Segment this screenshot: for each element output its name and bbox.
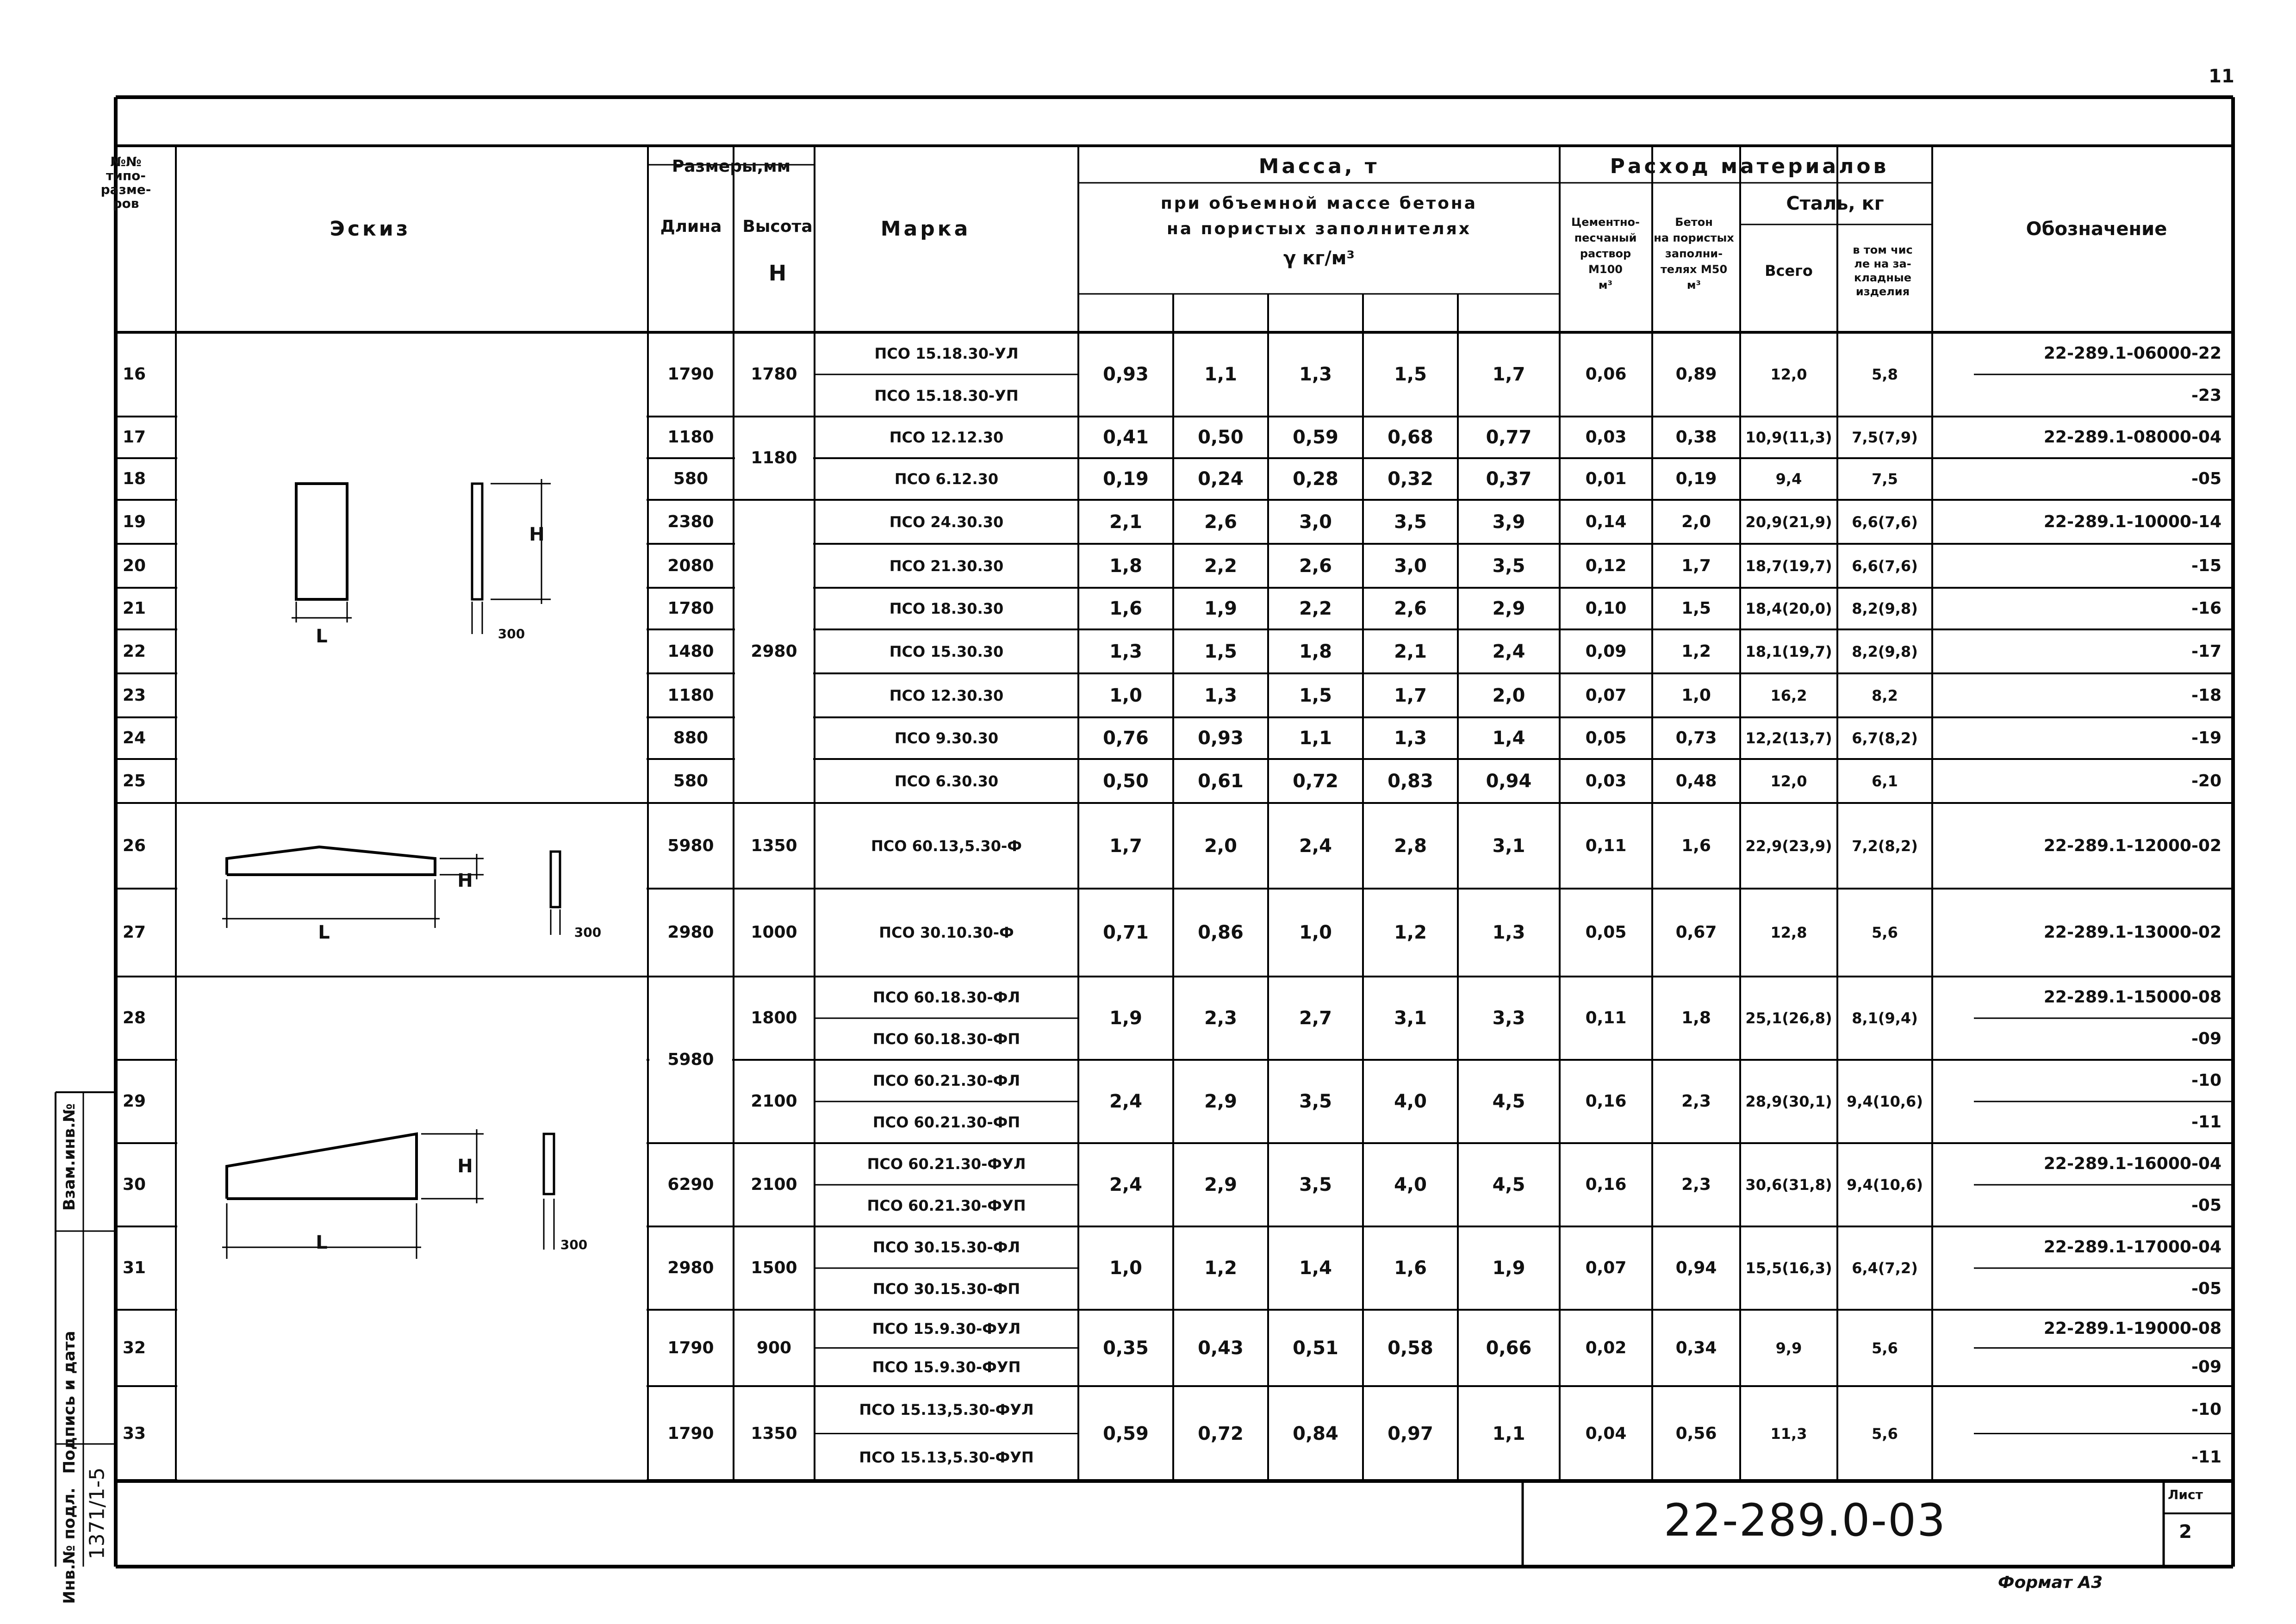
- row-concrete: 0,73: [1675, 728, 1717, 747]
- dim-height: 2100: [751, 1175, 797, 1194]
- dim-length: 1790: [667, 1424, 714, 1443]
- row-mark: ПСО 15.13,5.30-ФУП: [859, 1448, 1034, 1466]
- stamp-replace-label: Взам.инв.№: [60, 1103, 79, 1211]
- header-mark: Марка: [880, 217, 971, 241]
- row-mass: 0,50: [1198, 427, 1244, 448]
- row-mass: 2,7: [1299, 1008, 1332, 1029]
- row-mass: 2,8: [1394, 835, 1427, 857]
- row-mass: 1,2: [1394, 922, 1427, 943]
- row-cement: 0,16: [1585, 1175, 1627, 1194]
- row-mass: 2,4: [1492, 641, 1525, 662]
- merge-mask: [177, 804, 647, 975]
- row-mass: 0,72: [1293, 770, 1338, 792]
- row-mark: ПСО 60.21.30-ФП: [872, 1114, 1020, 1131]
- header-cement: Цементно- песчаный раствор М100 м³: [1571, 216, 1640, 292]
- row-mass: 2,2: [1204, 555, 1237, 577]
- row-mass: 4,0: [1394, 1174, 1427, 1195]
- row-cement: 0,01: [1585, 469, 1627, 488]
- row-mass: 3,1: [1394, 1008, 1427, 1029]
- dim-height: 1350: [751, 836, 797, 855]
- row-designation: 22-289.1-06000-22: [2043, 343, 2221, 363]
- row-steel-incl: 8,2: [1872, 686, 1898, 704]
- row-steel-incl: 6,7(8,2): [1852, 729, 1918, 747]
- row-mass: 1,9: [1492, 1257, 1525, 1279]
- sketch2-l-label: L: [318, 922, 330, 943]
- sheet-label: Лист: [2168, 1487, 2203, 1502]
- row-mass: 2,0: [1492, 684, 1525, 706]
- stamp-sign-label: Подпись и дата: [60, 1331, 79, 1474]
- row-mark: ПСО 15.18.30-УЛ: [874, 344, 1019, 362]
- dim-length: 2980: [667, 1258, 714, 1277]
- row-steel: 18,1(19,7): [1745, 642, 1832, 660]
- row-mass: 1,1: [1299, 728, 1332, 749]
- row-steel: 16,2: [1770, 686, 1807, 704]
- sketch3-thickness-label: 300: [560, 1237, 588, 1252]
- row-number: 21: [122, 599, 146, 618]
- row-steel-incl: 6,4(7,2): [1852, 1259, 1918, 1277]
- row-mass: 1,3: [1109, 641, 1142, 662]
- sketch2-h-label: H: [457, 870, 473, 891]
- row-mass: 1,7: [1492, 364, 1525, 385]
- row-mass: 3,9: [1492, 511, 1525, 533]
- row-mass: 3,5: [1299, 1091, 1332, 1112]
- row-designation: -10: [2191, 1071, 2221, 1090]
- row-steel-incl: 5,6: [1872, 924, 1898, 941]
- dim-length: 1180: [667, 685, 714, 705]
- row-mass: 0,84: [1293, 1423, 1338, 1444]
- row-mass: 1,4: [1492, 728, 1525, 749]
- header-concrete: Бетон на пористых заполни- телях М50 м³: [1654, 216, 1734, 292]
- row-mass: 0,76: [1103, 728, 1149, 749]
- row-mass: 2,4: [1109, 1174, 1142, 1195]
- row-steel: 28,9(30,1): [1745, 1093, 1832, 1110]
- row-mass: 2,0: [1204, 835, 1237, 857]
- row-steel: 12,0: [1770, 366, 1807, 383]
- dim-length: 580: [673, 469, 709, 488]
- row-mark: ПСО 18.30.30: [889, 600, 1004, 617]
- row-number: 30: [122, 1175, 146, 1194]
- sketch1-thickness-label: 300: [498, 626, 525, 641]
- dim-height: 1180: [751, 448, 797, 467]
- row-steel: 11,3: [1770, 1425, 1807, 1443]
- row-mass: 0,58: [1388, 1337, 1433, 1359]
- row-steel: 9,4: [1775, 470, 1802, 488]
- row-steel: 18,4(20,0): [1745, 600, 1832, 617]
- sketch2-thickness-label: 300: [574, 925, 602, 940]
- row-mass: 1,0: [1109, 684, 1142, 706]
- row-mass: 1,4: [1299, 1257, 1332, 1279]
- dim-length: 880: [673, 728, 709, 747]
- row-concrete: 2,3: [1681, 1175, 1711, 1194]
- row-mass: 1,7: [1394, 684, 1427, 706]
- row-cement: 0,02: [1585, 1338, 1627, 1357]
- row-mass: 1,3: [1299, 364, 1332, 385]
- row-steel-incl: 8,2(9,8): [1852, 600, 1918, 617]
- row-steel-incl: 7,5(7,9): [1852, 429, 1918, 446]
- row-concrete: 0,56: [1675, 1424, 1717, 1443]
- row-designation: -23: [2191, 386, 2221, 405]
- row-mass: 0,32: [1388, 468, 1433, 490]
- row-mass: 3,5: [1394, 511, 1427, 533]
- row-mass: 0,97: [1388, 1423, 1433, 1444]
- row-mark: ПСО 12.30.30: [889, 686, 1004, 704]
- row-number: 28: [122, 1008, 146, 1027]
- row-mark: ПСО 15.9.30-ФУП: [872, 1358, 1021, 1376]
- row-designation: -20: [2191, 771, 2221, 790]
- row-concrete: 0,67: [1675, 923, 1717, 942]
- row-steel: 12,2(13,7): [1745, 729, 1832, 747]
- row-concrete: 1,2: [1681, 641, 1711, 661]
- row-designation: 22-289.1-15000-08: [2043, 988, 2221, 1007]
- row-number: 17: [122, 428, 146, 447]
- row-mass: 0,28: [1293, 468, 1338, 490]
- row-number: 18: [122, 469, 146, 488]
- row-mass: 0,35: [1103, 1337, 1149, 1359]
- row-designation: -18: [2191, 685, 2221, 705]
- row-concrete: 1,7: [1681, 556, 1711, 575]
- row-cement: 0,06: [1585, 365, 1627, 384]
- row-mass: 0,71: [1103, 922, 1149, 943]
- row-designation: -09: [2191, 1357, 2221, 1376]
- row-number: 24: [122, 728, 146, 747]
- row-designation: 22-289.1-13000-02: [2043, 923, 2221, 942]
- header-num: №№ типо- разме- ров: [100, 154, 151, 211]
- sheet-number: 2: [2179, 1521, 2192, 1543]
- header-consumption: Расход материалов: [1610, 155, 1889, 178]
- dim-length: 1180: [667, 428, 714, 447]
- row-mass: 3,0: [1394, 555, 1427, 577]
- row-mass: 4,5: [1492, 1091, 1525, 1112]
- row-mass: 0,59: [1293, 427, 1338, 448]
- header-mass-units: γ кг/м³: [1283, 248, 1355, 269]
- row-mass: 2,2: [1299, 598, 1332, 619]
- row-cement: 0,04: [1585, 1424, 1627, 1443]
- row-mass: 2,1: [1394, 641, 1427, 662]
- document-number: 22-289.0-03: [1663, 1494, 1947, 1546]
- row-steel-incl: 5,8: [1872, 366, 1898, 383]
- row-number: 20: [122, 556, 146, 575]
- row-steel-incl: 9,4(10,6): [1847, 1176, 1923, 1194]
- row-mark: ПСО 15.30.30: [889, 642, 1004, 660]
- row-designation: 22-289.1-17000-04: [2043, 1238, 2221, 1257]
- row-cement: 0,03: [1585, 771, 1627, 790]
- row-mass: 0,66: [1486, 1337, 1532, 1359]
- sketch1-h-label: H: [529, 524, 545, 545]
- row-mass: 0,93: [1198, 728, 1244, 749]
- row-steel: 12,8: [1770, 924, 1807, 941]
- row-number: 26: [122, 836, 146, 855]
- row-mass: 1,5: [1394, 364, 1427, 385]
- row-mass: 1,6: [1109, 598, 1142, 619]
- row-mass: 1,2: [1204, 1257, 1237, 1279]
- row-mass: 3,5: [1299, 1174, 1332, 1195]
- stamp-inv-label: Инв.№ подл.: [60, 1487, 79, 1604]
- row-mark: ПСО 24.30.30: [889, 513, 1004, 531]
- row-mark: ПСО 15.9.30-ФУЛ: [872, 1320, 1021, 1338]
- row-mass: 2,4: [1299, 835, 1332, 857]
- row-steel: 22,9(23,9): [1745, 837, 1832, 855]
- sketch3-h-label: H: [457, 1156, 473, 1177]
- row-designation: -09: [2191, 1029, 2221, 1048]
- row-steel: 25,1(26,8): [1745, 1009, 1832, 1027]
- row-steel-incl: 6,6(7,6): [1852, 557, 1918, 575]
- dim-height: 1780: [751, 365, 797, 384]
- row-concrete: 0,48: [1675, 771, 1717, 790]
- row-mass: 0,77: [1486, 427, 1532, 448]
- merge-mask: [177, 334, 647, 802]
- page-number: 11: [2209, 66, 2234, 87]
- format-label: Формат А3: [1997, 1573, 2103, 1592]
- dim-length: 1480: [667, 641, 714, 661]
- row-number: 29: [122, 1092, 146, 1111]
- row-cement: 0,11: [1585, 836, 1627, 855]
- dim-height: 1500: [751, 1258, 797, 1277]
- row-mass: 0,94: [1486, 770, 1532, 792]
- row-steel: 12,0: [1770, 772, 1807, 790]
- row-designation: -11: [2191, 1113, 2221, 1132]
- row-steel-incl: 7,2(8,2): [1852, 837, 1918, 855]
- dim-length: 2080: [667, 556, 714, 575]
- row-cement: 0,14: [1585, 512, 1627, 531]
- row-concrete: 0,34: [1675, 1338, 1717, 1357]
- row-steel: 9,9: [1775, 1339, 1802, 1357]
- dim-height: 1000: [751, 923, 797, 942]
- row-number: 16: [122, 365, 146, 384]
- row-mass: 1,8: [1109, 555, 1142, 577]
- dim-length: 1790: [667, 1338, 714, 1357]
- row-concrete: 0,19: [1675, 469, 1717, 488]
- row-concrete: 1,0: [1681, 685, 1711, 705]
- row-steel-incl: 5,6: [1872, 1339, 1898, 1357]
- row-mass: 3,5: [1492, 555, 1525, 577]
- row-designation: -05: [2191, 1279, 2221, 1298]
- dim-length: 1780: [667, 599, 714, 618]
- header-steel-incl: в том чис ле на за- кладные изделия: [1853, 243, 1913, 298]
- dim-length: 2380: [667, 512, 714, 531]
- row-designation: 22-289.1-10000-14: [2043, 512, 2221, 531]
- header-sketch: Эскиз: [330, 217, 411, 241]
- row-steel: 15,5(16,3): [1745, 1259, 1832, 1277]
- row-number: 27: [122, 923, 146, 942]
- row-steel: 30,6(31,8): [1745, 1176, 1832, 1194]
- row-steel-incl: 7,5: [1872, 470, 1898, 488]
- header-steel: Сталь, кг: [1786, 193, 1884, 214]
- dim-length: 580: [673, 771, 709, 790]
- header-designation: Обозначение: [2026, 218, 2167, 240]
- row-mark: ПСО 60.21.30-ФУП: [867, 1197, 1026, 1214]
- row-concrete: 0,38: [1675, 428, 1717, 447]
- row-number: 31: [122, 1258, 146, 1277]
- row-mass: 2,6: [1204, 511, 1237, 533]
- row-mass: 0,68: [1388, 427, 1433, 448]
- row-designation: 22-289.1-19000-08: [2043, 1319, 2221, 1338]
- header-mass-sub2: на пористых заполнителях: [1166, 219, 1472, 238]
- row-number: 33: [122, 1424, 146, 1443]
- header-mass-sub1: при объемной массе бетона: [1160, 194, 1478, 213]
- row-mark: ПСО 30.15.30-ФЛ: [872, 1238, 1020, 1256]
- header-steel-all: Всего: [1765, 262, 1813, 280]
- header-length: Длина: [660, 217, 722, 236]
- dim-length: 5980: [667, 1050, 714, 1069]
- row-concrete: 0,94: [1675, 1258, 1717, 1277]
- row-mass: 0,59: [1103, 1423, 1149, 1444]
- row-concrete: 1,8: [1681, 1008, 1711, 1027]
- row-mass: 3,1: [1492, 835, 1525, 857]
- dim-height: 2980: [751, 641, 797, 661]
- row-number: 25: [122, 771, 146, 790]
- row-mass: 4,0: [1394, 1091, 1427, 1112]
- row-steel-incl: 8,1(9,4): [1852, 1009, 1918, 1027]
- row-designation: -19: [2191, 728, 2221, 747]
- row-steel-incl: 9,4(10,6): [1847, 1093, 1923, 1110]
- dim-length: 2980: [667, 923, 714, 942]
- row-steel: 10,9(11,3): [1745, 429, 1832, 446]
- row-mass: 0,50: [1103, 770, 1149, 792]
- row-mass: 0,19: [1103, 468, 1149, 490]
- row-mass: 2,4: [1109, 1091, 1142, 1112]
- row-mark: ПСО 60.13,5.30-Ф: [871, 837, 1022, 855]
- row-designation: 22-289.1-16000-04: [2043, 1154, 2221, 1173]
- row-mass: 2,9: [1204, 1091, 1237, 1112]
- row-mass: 1,0: [1109, 1257, 1142, 1279]
- merge-mask: [177, 978, 647, 1480]
- row-mass: 3,0: [1299, 511, 1332, 533]
- row-cement: 0,03: [1585, 428, 1627, 447]
- dim-height: 1800: [751, 1008, 797, 1027]
- row-mark: ПСО 15.18.30-УП: [874, 386, 1019, 404]
- row-mass: 1,9: [1109, 1008, 1142, 1029]
- dim-length: 5980: [667, 836, 714, 855]
- row-steel-incl: 5,6: [1872, 1425, 1898, 1443]
- row-mass: 1,6: [1394, 1257, 1427, 1279]
- row-mass: 1,8: [1299, 641, 1332, 662]
- row-mass: 1,0: [1299, 922, 1332, 943]
- row-mark: ПСО 9.30.30: [894, 729, 999, 747]
- row-mass: 0,43: [1198, 1337, 1244, 1359]
- row-mass: 2,6: [1299, 555, 1332, 577]
- row-designation: -11: [2191, 1447, 2221, 1467]
- dim-height: 2100: [751, 1092, 797, 1111]
- row-mark: ПСО 6.12.30: [894, 470, 999, 488]
- row-number: 32: [122, 1338, 146, 1357]
- row-mass: 2,6: [1394, 598, 1427, 619]
- row-concrete: 2,3: [1681, 1092, 1711, 1111]
- row-mass: 0,51: [1293, 1337, 1338, 1359]
- row-mass: 2,9: [1204, 1174, 1237, 1195]
- row-steel-incl: 8,2(9,8): [1852, 642, 1918, 660]
- row-mass: 1,3: [1394, 728, 1427, 749]
- row-mark: ПСО 60.18.30-ФП: [872, 1030, 1020, 1048]
- row-designation: -16: [2191, 599, 2221, 618]
- row-designation: -17: [2191, 641, 2221, 661]
- row-mass: 4,5: [1492, 1174, 1525, 1195]
- row-mark: ПСО 15.13,5.30-ФУЛ: [859, 1401, 1034, 1419]
- row-mass: 1,5: [1204, 641, 1237, 662]
- row-cement: 0,05: [1585, 923, 1627, 942]
- row-mass: 1,3: [1492, 922, 1525, 943]
- row-mass: 1,5: [1299, 684, 1332, 706]
- row-mass: 0,83: [1388, 770, 1433, 792]
- row-mark: ПСО 12.12.30: [889, 429, 1004, 446]
- row-mass: 3,3: [1492, 1008, 1525, 1029]
- row-designation: 22-289.1-12000-02: [2043, 836, 2221, 855]
- row-designation: -05: [2191, 469, 2221, 488]
- header-mass: Масса, т: [1258, 155, 1380, 178]
- row-steel: 20,9(21,9): [1745, 513, 1832, 531]
- row-concrete: 1,5: [1681, 599, 1711, 618]
- row-mass: 0,72: [1198, 1423, 1244, 1444]
- row-mass: 0,86: [1198, 922, 1244, 943]
- row-designation: -10: [2191, 1400, 2221, 1419]
- row-mass: 0,24: [1198, 468, 1244, 490]
- dim-length: 1790: [667, 365, 714, 384]
- row-cement: 0,10: [1585, 599, 1627, 618]
- dim-height: 1350: [751, 1424, 797, 1443]
- dim-length: 6290: [667, 1175, 714, 1194]
- row-mass: 0,93: [1103, 364, 1149, 385]
- row-steel-incl: 6,1: [1872, 772, 1898, 790]
- row-mark: ПСО 60.18.30-ФЛ: [872, 989, 1020, 1006]
- row-cement: 0,09: [1585, 641, 1627, 661]
- row-designation: 22-289.1-08000-04: [2043, 428, 2221, 447]
- row-cement: 0,07: [1585, 1258, 1627, 1277]
- row-mark: ПСО 30.15.30-ФП: [872, 1280, 1020, 1298]
- row-mark: ПСО 21.30.30: [889, 557, 1004, 575]
- row-cement: 0,16: [1585, 1092, 1627, 1111]
- row-mark: ПСО 30.10.30-Ф: [879, 924, 1014, 941]
- row-mass: 2,3: [1204, 1008, 1237, 1029]
- row-concrete: 1,6: [1681, 836, 1711, 855]
- row-number: 19: [122, 512, 146, 531]
- row-mass: 1,9: [1204, 598, 1237, 619]
- row-mass: 2,9: [1492, 598, 1525, 619]
- row-designation: -15: [2191, 556, 2221, 575]
- row-number: 23: [122, 685, 146, 705]
- row-mass: 0,37: [1486, 468, 1532, 490]
- row-concrete: 0,89: [1675, 365, 1717, 384]
- row-mass: 2,1: [1109, 511, 1142, 533]
- sketch3-l-label: L: [316, 1232, 328, 1253]
- row-mass: 1,3: [1204, 684, 1237, 706]
- row-mark: ПСО 60.21.30-ФЛ: [872, 1072, 1020, 1089]
- row-steel-incl: 6,6(7,6): [1852, 513, 1918, 531]
- row-designation: -05: [2191, 1196, 2221, 1215]
- header-height-sym: H: [768, 261, 787, 286]
- sketch1-l-label: L: [316, 626, 328, 647]
- row-mass: 1,1: [1492, 1423, 1525, 1444]
- row-concrete: 2,0: [1681, 512, 1711, 531]
- row-cement: 0,05: [1585, 728, 1627, 747]
- row-steel: 18,7(19,7): [1745, 557, 1832, 575]
- row-mass: 0,41: [1103, 427, 1149, 448]
- row-mass: 1,1: [1204, 364, 1237, 385]
- row-mark: ПСО 6.30.30: [894, 772, 999, 790]
- row-number: 22: [122, 641, 146, 661]
- header-dims: Размеры,мм: [672, 157, 791, 176]
- row-cement: 0,11: [1585, 1008, 1627, 1027]
- row-mass: 0,61: [1198, 770, 1244, 792]
- row-mark: ПСО 60.21.30-ФУЛ: [867, 1155, 1026, 1173]
- stamp-inv-number: 1371/1-5: [85, 1467, 109, 1560]
- row-mass: 1,7: [1109, 835, 1142, 857]
- header-height: Высота: [742, 217, 813, 236]
- row-cement: 0,07: [1585, 685, 1627, 705]
- row-cement: 0,12: [1585, 556, 1627, 575]
- dim-height: 900: [756, 1338, 792, 1357]
